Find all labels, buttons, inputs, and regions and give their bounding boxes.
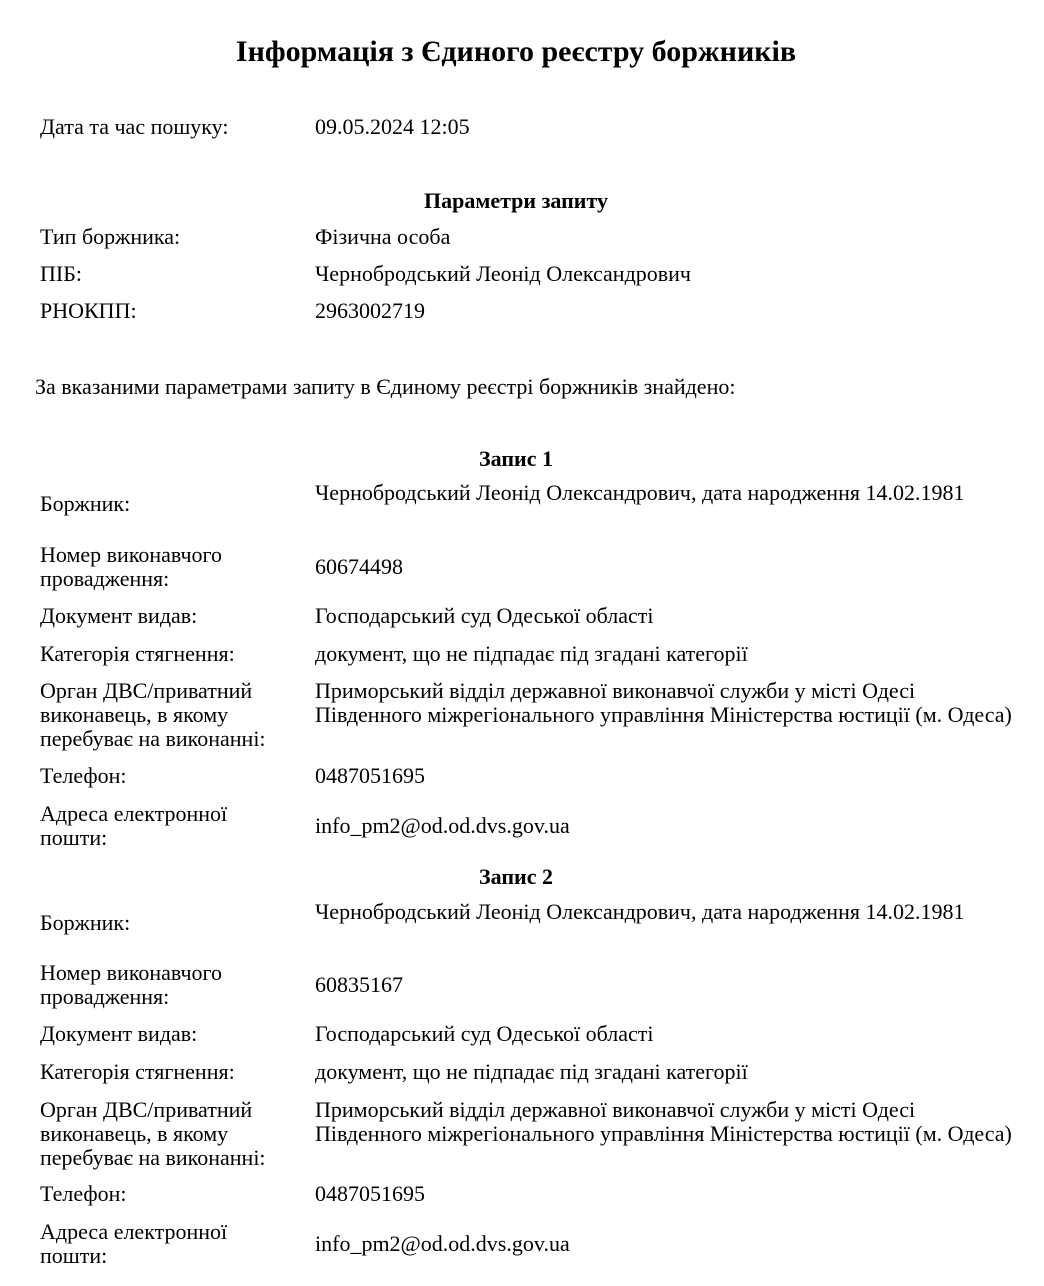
proceeding-label: Номер виконавчого провадження: bbox=[40, 960, 223, 1009]
query-heading: Параметри запиту bbox=[423, 188, 608, 213]
phone-value: 0487051695 bbox=[315, 763, 425, 788]
record-heading: Запис 2 bbox=[479, 864, 553, 889]
phone-label: Телефон: bbox=[40, 763, 127, 788]
document-title: Інформація з Єдиного реєстру боржників bbox=[235, 35, 797, 68]
proceeding-value: 60674498 bbox=[315, 554, 403, 579]
issuer-label: Документ видав: bbox=[40, 1021, 198, 1046]
agency-label: Орган ДВС/приватний виконавець, в якому перебуває на виконанні: bbox=[40, 1097, 266, 1170]
proceeding-value: 60835167 bbox=[315, 972, 403, 997]
category-label: Категорія стягнення: bbox=[40, 1059, 235, 1084]
name-value: Чернобродський Леонід Олександрович bbox=[315, 261, 691, 286]
issuer-value: Господарський суд Одеської області bbox=[315, 1021, 654, 1046]
tax-id-label: РНОКПП: bbox=[40, 298, 137, 323]
debtor-value: Чернобродський Леонід Олександрович, дата народження 14.02.1981 bbox=[315, 899, 965, 924]
debtor-type-label: Тип боржника: bbox=[40, 224, 181, 249]
category-label: Категорія стягнення: bbox=[40, 641, 235, 666]
category-value: документ, що не підпадає під згадані категорії bbox=[315, 1059, 748, 1084]
proceeding-label: Номер виконавчого провадження: bbox=[40, 542, 223, 591]
search-datetime-value: 09.05.2024 12:05 bbox=[315, 114, 470, 139]
search-datetime-label: Дата та час пошуку: bbox=[40, 114, 229, 139]
issuer-label: Документ видав: bbox=[40, 603, 198, 628]
email-value: info_pm2@od.od.dvs.gov.ua bbox=[315, 813, 570, 838]
email-label: Адреса електронної пошти: bbox=[40, 1219, 228, 1268]
found-sentence: За вказаними параметрами запиту в Єдиному реєстрі боржників знайдено: bbox=[35, 374, 736, 399]
phone-label: Телефон: bbox=[40, 1181, 127, 1206]
agency-value: Приморський відділ державної виконавчої служби у місті Одесі Південного міжрегіонального управління Міністерства юстиції (м. Одеса) bbox=[315, 1097, 1012, 1146]
debtor-label: Боржник: bbox=[40, 491, 131, 516]
tax-id-value: 2963002719 bbox=[315, 298, 425, 323]
phone-value: 0487051695 bbox=[315, 1181, 425, 1206]
debtor-type-value: Фізична особа bbox=[315, 224, 451, 249]
debtor-value: Чернобродський Леонід Олександрович, дата народження 14.02.1981 bbox=[315, 480, 965, 505]
issuer-value: Господарський суд Одеської області bbox=[315, 603, 654, 628]
agency-label: Орган ДВС/приватний виконавець, в якому перебуває на виконанні: bbox=[40, 678, 266, 751]
record-heading: Запис 1 bbox=[479, 446, 553, 471]
name-label: ПІБ: bbox=[40, 261, 82, 286]
email-label: Адреса електронної пошти: bbox=[40, 801, 228, 850]
category-value: документ, що не підпадає під згадані категорії bbox=[315, 641, 748, 666]
email-value: info_pm2@od.od.dvs.gov.ua bbox=[315, 1231, 570, 1256]
agency-value: Приморський відділ державної виконавчої служби у місті Одесі Південного міжрегіонального управління Міністерства юстиції (м. Одеса) bbox=[315, 678, 1012, 727]
debtor-label: Боржник: bbox=[40, 910, 131, 935]
